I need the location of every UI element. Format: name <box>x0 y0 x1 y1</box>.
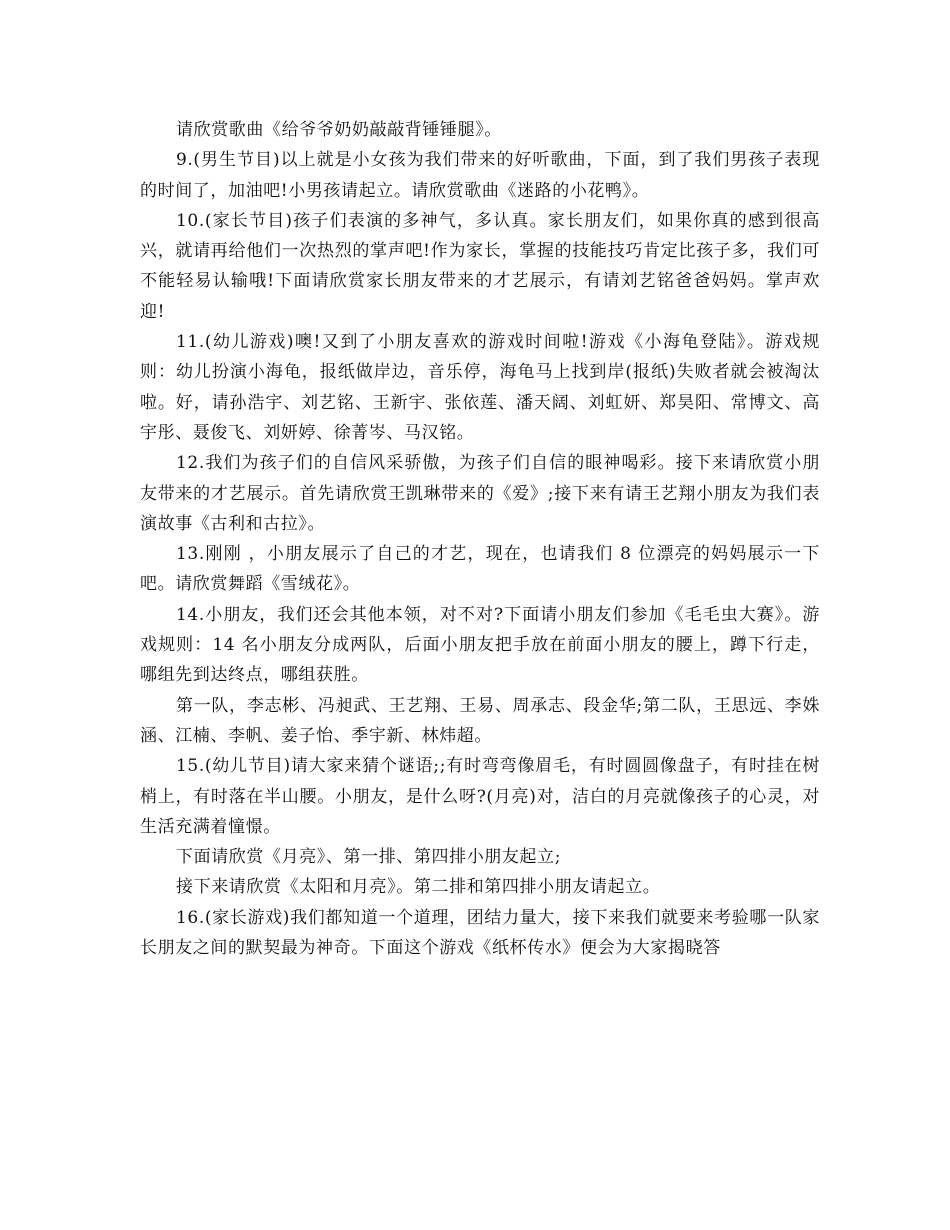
paragraph-sun-moon-song: 接下来请欣赏《太阳和月亮》。第二排和第四排小朋友请起立。 <box>176 877 661 898</box>
paragraph-team-list: 第一队，李志彬、冯昶武、王艺翔、王易、周承志、段金华;第二队，王思远、李姝涵、江楠、李帆、姜子怡、季宇新、林炜超。 <box>140 695 820 746</box>
document-page <box>140 115 820 963</box>
paragraph-item-9: 9.(男生节目)以上就是小女孩为我们带来的好听歌曲，下面，到了我们男孩子表现的时间了，加油吧!小男孩请起立。请欣赏歌曲《迷路的小花鸭》。 <box>140 150 820 201</box>
paragraph-intro-song: 请欣赏歌曲《给爷爷奶奶敲敲背锤锤腿》。 <box>176 120 502 140</box>
paragraph-item-16: 16.(家长游戏)我们都知道一个道理，团结力量大，接下来我们就要来考验哪一队家长朋友之间的默契最为神奇。下面这个游戏《纸杯传水》便会为大家揭晓答 <box>140 907 820 959</box>
paragraph-item-11: 11.(幼儿游戏)噢!又到了小朋友喜欢的游戏时间啦!游戏《小海龟登陆》。游戏规则：幼儿扮演小海龟，报纸做岸边，音乐停，海龟马上找到岸(报纸)失败者就会被淘汰啦。好，请孙浩宇、刘艺铭、王新宇、张依莲、潘天阔、刘虹妍、郑昊阳、常博文、高宇彤、聂俊飞、刘妍婷、徐菁岑、马汉铭。 <box>140 332 820 443</box>
paragraph-item-15: 15.(幼儿节目)请大家来猜个谜语;;有时弯弯像眉毛，有时圆圆像盘子，有时挂在树梢上，有时落在半山腰。小朋友，是什么呀?(月亮)对，洁白的月亮就像孩子的心灵，对生活充满着憧憬。 <box>140 756 820 837</box>
paragraph-item-14: 14.小朋友，我们还会其他本领，对不对?下面请小朋友们参加《毛毛虫大赛》。游戏规则：14 名小朋友分成两队，后面小朋友把手放在前面小朋友的腰上，蹲下行走，哪组先到达终点，哪组获胜。 <box>140 604 820 686</box>
paragraph-moon-song: 下面请欣赏《月亮》、第一排、第四排小朋友起立; <box>176 847 562 868</box>
paragraph-item-10: 10.(家长节目)孩子们表演的多神气，多认真。家长朋友们，如果你真的感到很高兴，就请再给他们一次热烈的掌声吧!作为家长，掌握的技能技巧肯定比孩子多，我们可不能轻易认输哦!下面请欣赏家长朋友带来的才艺展示，有请刘艺铭爸爸妈妈。掌声欢迎! <box>140 210 820 322</box>
paragraph-item-12: 12.我们为孩子们的自信风采骄傲，为孩子们自信的眼神喝彩。接下来请欣赏小朋友带来的才艺展示。首先请欣赏王凯琳带来的《爱》;接下来有请王艺翔小朋友为我们表演故事《古利和古拉》。 <box>140 453 820 534</box>
paragraph-item-13: 13.刚刚 ，小朋友展示了自己的才艺，现在，也请我们 8 位漂亮的妈妈展示一下吧。请欣赏舞蹈《雪绒花》。 <box>140 544 820 595</box>
